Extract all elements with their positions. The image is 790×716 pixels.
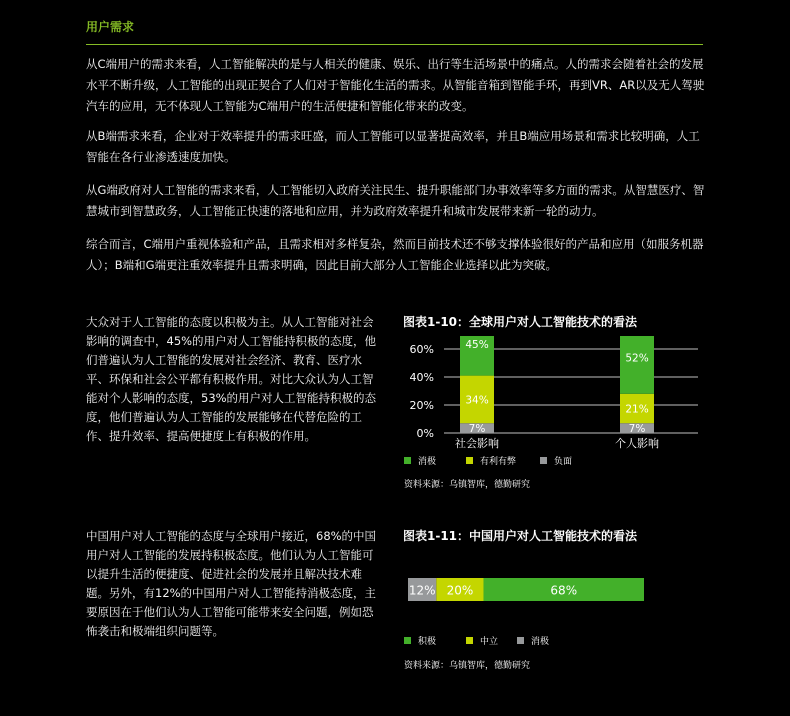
chart-1-11 xyxy=(400,560,700,680)
bar-series-2 xyxy=(620,336,654,394)
chart-1-11-title: 图表1-11：中国用户对人工智能技术的看法 xyxy=(403,529,638,543)
category-label: 社会影响 xyxy=(455,437,499,450)
chart-1-10-title: 图表1-10：全球用户对人工智能技术的看法 xyxy=(403,315,638,329)
paragraph-summary: 综合而言，C端用户重视体验和产品，且需求相对多样复杂，然而目前技术还不够支撑体验很好的产品和应用（如服务机器人）；B端和G端更注重效率提升且需求明确，因此目前大部分人工智能企业选择以此为突破。 xyxy=(86,237,704,272)
legend-label: 中立 xyxy=(480,637,499,647)
bar-value-label: 20% xyxy=(446,583,474,598)
bar-value-label: 68% xyxy=(550,583,578,598)
section-title: 用户需求 xyxy=(86,20,135,34)
chart-source: 资料来源：乌镇智库，德勤研究 xyxy=(404,661,531,671)
y-tick-label: 20% xyxy=(409,399,434,412)
bar-value-label: 34% xyxy=(465,394,489,407)
side-text-global: 大众对于人工智能的态度以积极为主。从人工智能对社会影响的调查中，45%的用户对人工智能持积极的态度，他们普遍认为人工智能的发展对社会经济、教育、医疗水平、环保和社会公平都有积极作用。对比大众认为人工智能对个人影响的态度，53%的用户对人工智能持积极的态度，他们普遍认为人工智能的发展能够在代替危险的工作、提升效率、提高便捷度上有积极的作用。 xyxy=(86,315,377,443)
legend-label: 消极 xyxy=(418,457,437,467)
legend-swatch xyxy=(540,457,547,464)
legend-swatch xyxy=(404,637,411,644)
title-divider xyxy=(86,44,703,45)
legend-label: 负面 xyxy=(554,457,573,467)
legend-swatch xyxy=(466,637,473,644)
side-text-china: 中国用户对人工智能的态度与全球用户接近，68%的中国用户对人工智能的发展持积极态度。他们认为人工智能可以提升生活的便捷度、促进社会的发展并且解决技术难题。另外，有12%的中国用户对人工智能持消极态度，主要原因在于他们认为人工智能可能带来安全问题，例如恐怖袭击和极端组织问题等。 xyxy=(86,529,377,638)
y-tick-label: 0% xyxy=(416,427,434,440)
bar-value-label: 52% xyxy=(625,352,649,365)
category-label: 个人影响 xyxy=(615,437,659,450)
paragraph-b-end: 从B端需求来看，企业对于效率提升的需求旺盛，而人工智能可以显著提高效率，并且B端应用场景和需求比较明确，人工智能在各行业渗透速度加快。 xyxy=(86,129,700,164)
chart-source: 资料来源：乌镇智库，德勤研究 xyxy=(404,480,531,490)
bar-value-label: 7% xyxy=(628,423,646,436)
legend-label: 有利有弊 xyxy=(480,457,517,467)
bar-value-label: 7% xyxy=(468,423,486,436)
paragraph-g-end: 从G端政府对人工智能的需求来看，人工智能切入政府关注民生、提升职能部门办事效率等多方面的需求。从智慧医疗、智慧城市到智慧政务，人工智能正快速的落地和应用，并为政府效率提升和城市发展带来新一轮的动力。 xyxy=(86,183,705,218)
legend-swatch xyxy=(404,457,411,464)
legend-swatch xyxy=(517,637,524,644)
bar-value-label: 45% xyxy=(465,339,489,352)
legend-swatch xyxy=(466,457,473,464)
legend-label: 积极 xyxy=(418,637,437,647)
chart-1-10 xyxy=(400,336,700,496)
legend-label: 消极 xyxy=(531,637,550,647)
paragraph-c-end: 从C端用户的需求来看，人工智能解决的是与人相关的健康、娱乐、出行等生活场景中的痛点。人的需求会随着社会的发展水平不断升级，人工智能的出现正契合了人们对于智能化生活的需求。从智能音箱到智能手环，再到VR、AR以及无人驾驶汽车的应用，无不体现人工智能为C端用户的生活便捷和智能化带来的改变。 xyxy=(86,57,705,113)
y-tick-label: 60% xyxy=(409,343,434,356)
bar-value-label: 21% xyxy=(625,403,649,416)
bar-value-label: 12% xyxy=(408,583,436,598)
y-tick-label: 40% xyxy=(409,371,434,384)
